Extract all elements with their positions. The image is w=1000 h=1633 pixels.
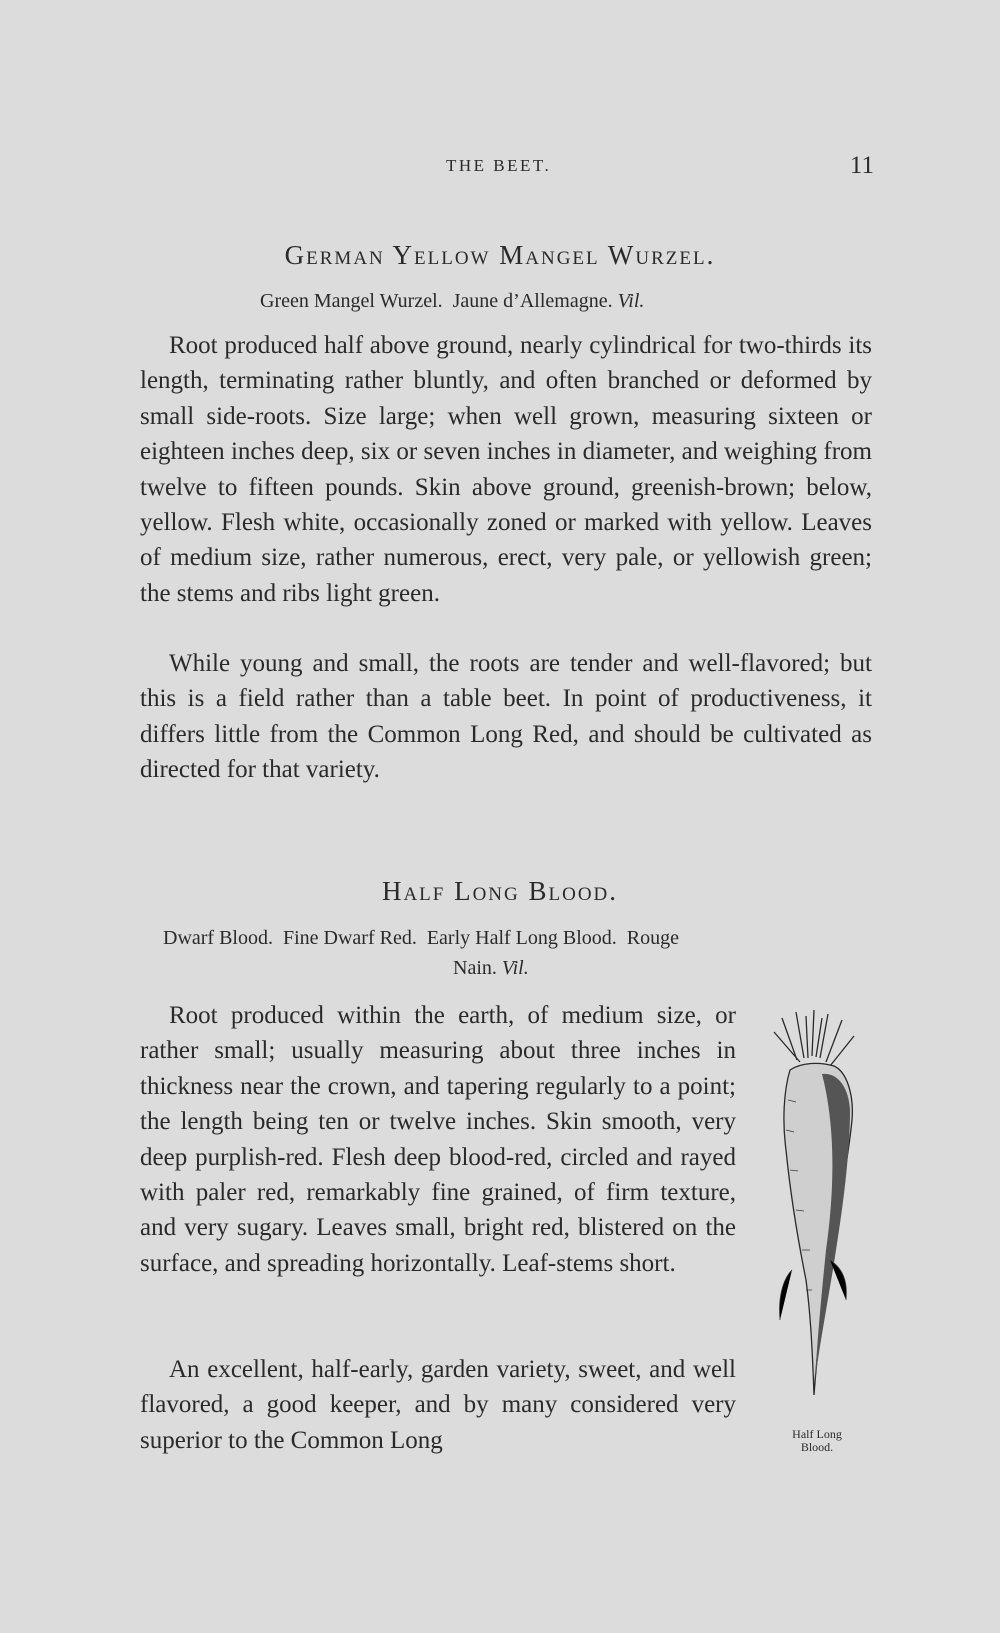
synonyms-text: Nain.: [453, 957, 497, 979]
section-title-german-yellow-mangel-wurzel: German Yellow Mangel Wurzel.: [284, 240, 716, 270]
synonyms-abbrev: Vil.: [617, 290, 645, 312]
section-title-half-long-blood: Half Long Blood.: [381, 876, 619, 906]
half-long-blood-illustration: [762, 1010, 872, 1400]
synonyms-text: Green Mangel Wurzel. Jaune d’Allemagne.: [260, 290, 613, 312]
figure-caption-line1: Half Long: [792, 1427, 842, 1441]
paragraph-half-long-description: Root produced within the earth, of medium size, or rather small; usually measuring about three inches in thickness near the crown, and tapering regularly to a point; the length being ten or twelve inches. Skin smooth, very deep purplish-red. Flesh deep blood-red, circled and rayed with paler red, remarkably fine grained, of firm texture, and very sugary. Leaves small, bright red, blistered on the surface, and spreading horizontally. Leaf-stems short.: [140, 1002, 736, 1277]
page-header: [0, 152, 1000, 186]
figure-caption-line2: Blood.: [800, 1440, 834, 1454]
paragraph-german-yellow-notes: While young and small, the roots are tender and well-flavored; but this is a field rather than a table beet. In point of productiveness, it differs little from the Common Long Red, and should be cultivated as directed for that variety.: [140, 650, 872, 784]
page-number: 11: [849, 152, 874, 179]
paragraph-german-yellow-description: Root produced half above ground, nearly cylindrical for two-thirds its length, terminating rather bluntly, and often branched or deformed by small side-roots. Size large; when well grown, measuring sixteen or eighteen inches deep, six or seven inches in diameter, and weighing from twelve to fifteen pounds. Skin above ground, greenish-brown; below, yellow. Flesh white, occasionally zoned or marked with yellow. Leaves of medium size, rather numerous, erect, very pale, or yellowish green; the stems and ribs light green.: [140, 332, 872, 607]
synonyms-german-yellow: [260, 290, 644, 313]
synonyms-abbrev: Vil.: [501, 957, 529, 979]
synonyms-half-long-line1: Dwarf Blood. Fine Dwarf Red. Early Half Long Blood. Rouge: [163, 927, 680, 949]
figure-caption: [762, 1428, 872, 1454]
synonyms-half-long-line2: [453, 957, 529, 980]
paragraph-half-long-notes: An excellent, half-early, garden variety, sweet, and well flavored, a good keeper, and by many considered very superior to the Common Long: [140, 1356, 736, 1454]
running-title: THE BEET.: [446, 156, 552, 175]
